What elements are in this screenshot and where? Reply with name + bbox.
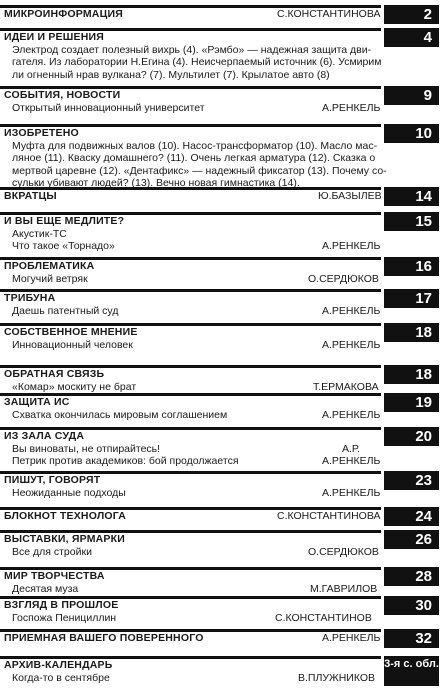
author-name: О.СЕРДЮКОВ [308,272,379,285]
toc-section [0,393,443,427]
article-line: Неожиданные подходы [12,486,126,499]
article-line: Госпожа Пенициллин [12,611,117,624]
section-heading: ВКРАТЦЫ [4,190,57,202]
author-name: А.РЕНКЕЛЬ [322,455,381,467]
article-line: Когда-то в сентябре [12,671,110,684]
section-heading: ВЫСТАВКИ, ЯРМАРКИ [4,533,125,545]
page-number: 20 [384,427,439,446]
article-line: ляное (11). Кваску домашнего? (11). Очень легкая арматура (12). Сказка о [12,152,376,164]
article-line: Могучий ветряк [12,272,88,285]
page-number: 4 [384,28,439,47]
page-number: 18 [384,365,439,384]
article-line: Схватка окончилась мировым соглашением [12,408,228,421]
author-name: А.РЕНКЕЛЬ [322,338,381,351]
section-heading: ПИШУТ, ГОВОРЯТ [4,474,101,486]
section-heading: ИЗ ЗАЛА СУДА [4,430,85,442]
toc-section [0,567,443,596]
page-number: 9 [384,86,439,105]
article-line: Все для стройки [12,545,92,558]
toc-section [0,124,443,187]
author-name: С.КОНСТАНТИНОВА [277,8,381,20]
article-line: Что такое «Торнадо» [12,240,115,252]
toc-section [0,530,443,567]
toc-section [0,257,443,289]
toc-section [0,656,443,690]
toc-section [0,427,443,471]
article-line: мертвой царевне (12). «Дентафикс» — надежный фиксатор (13). Почему со- [12,164,387,177]
section-heading: СОБЫТИЯ, НОВОСТИ [4,89,121,101]
toc-section [0,471,443,507]
toc-section [0,596,443,629]
author-name: А.Р. [342,442,360,455]
page-number: 10 [384,124,439,143]
article-line: Акустик-ТС [12,227,67,240]
section-heading: ПРИЕМНАЯ ВАШЕГО ПОВЕРЕННОГО [4,632,204,644]
toc-section [0,365,443,393]
page-number: 3-я с. обл. [384,656,439,686]
section-heading: ВЗГЛЯД В ПРОШЛОЕ [4,599,119,611]
author-name: М.ГАВРИЛОВ [310,582,378,595]
article-line: Десятая муза [12,582,79,595]
section-heading: ЗАЩИТА ИС [4,396,70,408]
section-heading: ИЗОБРЕТЕНО [4,127,79,139]
article-line: Муфта для подвижных валов (10). Насос-трансформатор (10). Масло мас- [12,139,378,152]
section-heading: И ВЫ ЕЩЕ МЕДЛИТЕ? [4,215,125,227]
section-heading: МИКРОИНФОРМАЦИЯ [4,8,123,20]
section-heading: ОБРАТНАЯ СВЯЗЬ [4,368,105,380]
article-line: Электрод создает полезный вихрь (4). «Рэмбо» — надежная защита дви- [12,43,372,56]
page-number: 2 [384,5,439,24]
toc-section [0,187,443,212]
author-name: С.КОНСТАНТИНОВ [275,611,372,624]
page-number: 32 [384,629,439,648]
page-number: 26 [384,530,439,549]
section-heading: БЛОКНОТ ТЕХНОЛОГА [4,510,127,522]
toc-section [0,629,443,656]
toc-section [0,28,443,86]
section-heading: ТРИБУНА [4,292,56,304]
page-number: 23 [384,471,439,490]
author-name: А.РЕНКЕЛЬ [322,632,381,644]
author-name: А.РЕНКЕЛЬ [322,408,381,421]
section-heading: МИР ТВОРЧЕСТВА [4,570,105,582]
toc-section [0,86,443,124]
article-line: Инновационный человек [12,338,133,351]
section-heading: АРХИВ-КАЛЕНДАРЬ [4,659,113,671]
article-line: Петрик против академиков: бой продолжается [12,455,239,467]
article-line: «Комар» москиту не брат [12,380,137,393]
article-line: гателя. Из лаборатории Н.Егина (4). Неисчерпаемый источник (6). Усмирим [12,56,382,68]
page-number: 18 [384,323,439,342]
page-number: 19 [384,393,439,412]
author-name: А.РЕНКЕЛЬ [322,101,381,114]
page-number: 28 [384,567,439,586]
article-line: Открытый инновационный университет [12,101,205,114]
article-line: Даешь патентный суд [12,304,119,317]
toc-section [0,323,443,365]
page-number: 30 [384,596,439,615]
author-name: С.КОНСТАНТИНОВА [277,510,381,522]
toc-section [0,212,443,257]
article-line: ли огненный нрав вулкана? (7). Мультилет (7). Крылатое авто (8) [12,68,330,81]
section-heading: ПРОБЛЕМАТИКА [4,260,95,272]
article-line: сульки убивают людей? (13). Вечно новая гимнастика (14). [12,177,300,189]
author-name: А.РЕНКЕЛЬ [322,486,381,499]
author-name: Ю.БАЗЫЛЕВ [318,190,382,202]
author-name: О.СЕРДЮКОВ [308,545,379,558]
author-name: В.ПЛУЖНИКОВ [298,671,376,684]
toc-section [0,5,443,27]
page-number: 14 [384,187,439,206]
toc-section [0,289,443,323]
author-name: А.РЕНКЕЛЬ [322,304,381,317]
author-name: А.РЕНКЕЛЬ [322,240,381,252]
author-name: Т.ЕРМАКОВА [313,380,379,393]
page-number: 24 [384,507,439,526]
article-line: Вы виноваты, не отпирайтесь! [12,442,161,455]
section-rule [0,289,381,292]
page-number: 16 [384,257,439,276]
page-number: 17 [384,289,439,308]
section-heading: СОБСТВЕННОЕ МНЕНИЕ [4,326,138,338]
page-number: 15 [384,212,439,231]
section-heading: ИДЕИ И РЕШЕНИЯ [4,31,104,43]
toc-section [0,507,443,530]
